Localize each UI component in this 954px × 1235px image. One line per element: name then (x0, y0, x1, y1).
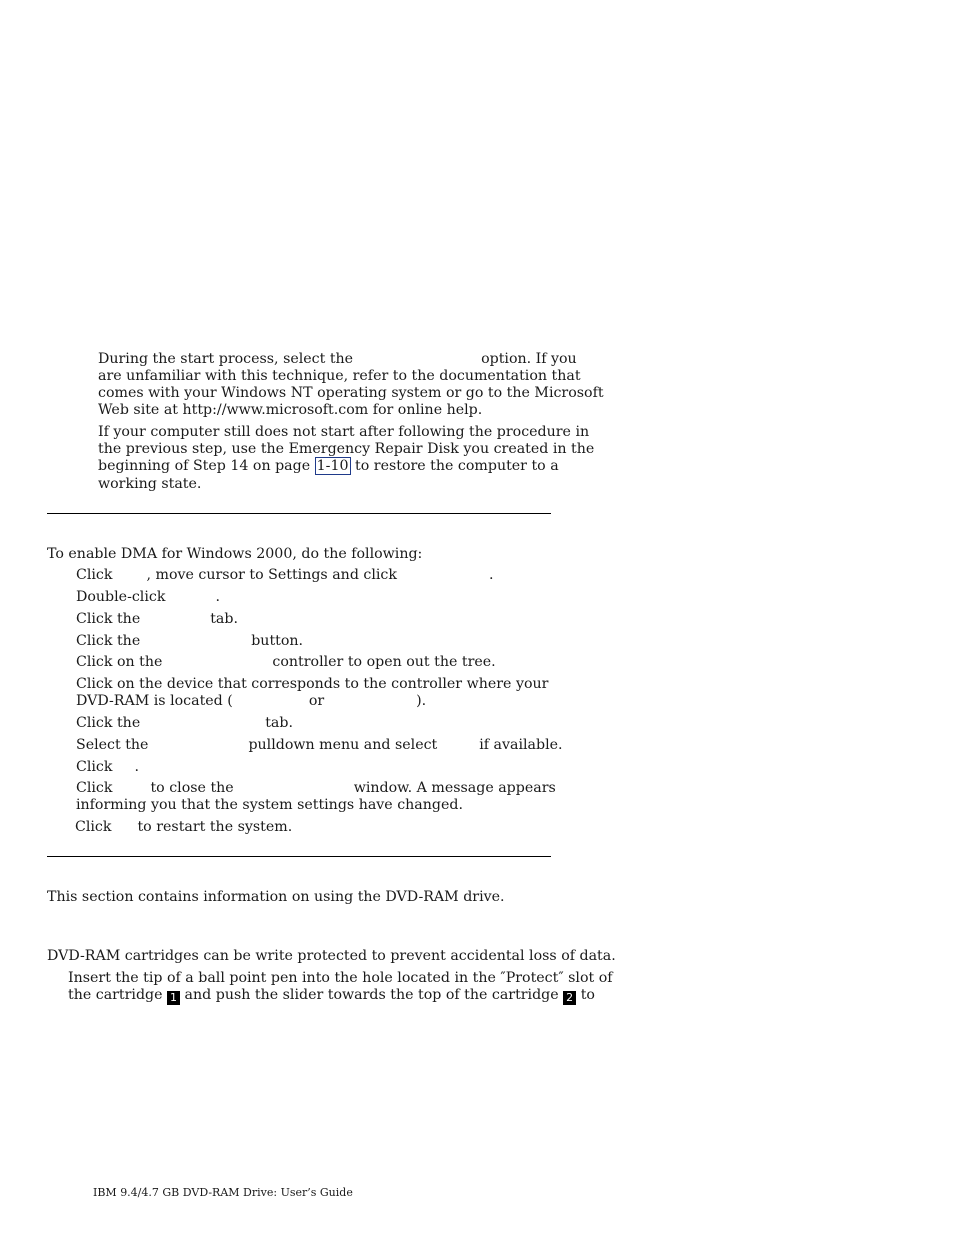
dma-step-9: Click . (76, 759, 139, 775)
protect-step-line2: the cartridge 1 and push the slider towards the top of the cartridge 2 to (68, 987, 595, 1004)
callout-marker-2: 2 (563, 991, 576, 1005)
recovery-p2-line3: beginning of Step 14 on page 1-10 to restore the computer to a (98, 458, 559, 474)
protect-intro: DVD-RAM cartridges can be write protected to prevent accidental loss of data. (47, 948, 616, 964)
dma-step-4: Click the button. (76, 633, 304, 649)
dma-step-2: Double-click . (76, 589, 220, 605)
section-divider-2 (47, 856, 551, 857)
page-footer: IBM 9.4/4.7 GB DVD-RAM Drive: User’s Guide (93, 1186, 353, 1199)
page-reference-link[interactable]: 1-10 (316, 458, 349, 474)
section-divider (47, 513, 551, 514)
dma-step-3: Click the tab. (76, 611, 238, 627)
recovery-p2-line1: If your computer still does not start after following the procedure in (98, 424, 590, 440)
dma-step-10-line1: Click to close the window. A message appears (76, 780, 556, 796)
dma-intro: To enable DMA for Windows 2000, do the following: (47, 546, 423, 562)
dma-step-5: Click on the controller to open out the tree. (76, 654, 496, 670)
recovery-p1-line2: are unfamiliar with this technique, refer to the documentation that (98, 368, 581, 384)
dma-step-1: Click , move cursor to Settings and click . (76, 567, 494, 583)
using-intro: This section contains information on using the DVD-RAM drive. (47, 889, 505, 905)
dma-step-6-line2: DVD-RAM is located ( or ). (76, 693, 427, 709)
recovery-p1-line4: Web site at http://www.microsoft.com for online help. (98, 402, 483, 418)
recovery-p2-line2: the previous step, use the Emergency Repair Disk you created in the (98, 441, 595, 457)
dma-step-8: Select the pulldown menu and select if available. (76, 737, 563, 753)
dma-step-10-line2: informing you that the system settings have changed. (76, 797, 463, 813)
callout-marker-1: 1 (167, 991, 180, 1005)
recovery-p2-line4: working state. (98, 476, 202, 492)
protect-step-line1: Insert the tip of a ball point pen into the hole located in the ″Protect″ slot of (68, 970, 613, 986)
dma-step-11: Click to restart the system. (75, 819, 293, 835)
recovery-p1-line3: comes with your Windows NT operating system or go to the Microsoft (98, 385, 604, 401)
recovery-p1-line1: During the start process, select the option. If you (98, 351, 577, 367)
dma-step-6-line1: Click on the device that corresponds to the controller where your (76, 676, 549, 692)
dma-step-7: Click the tab. (76, 715, 293, 731)
